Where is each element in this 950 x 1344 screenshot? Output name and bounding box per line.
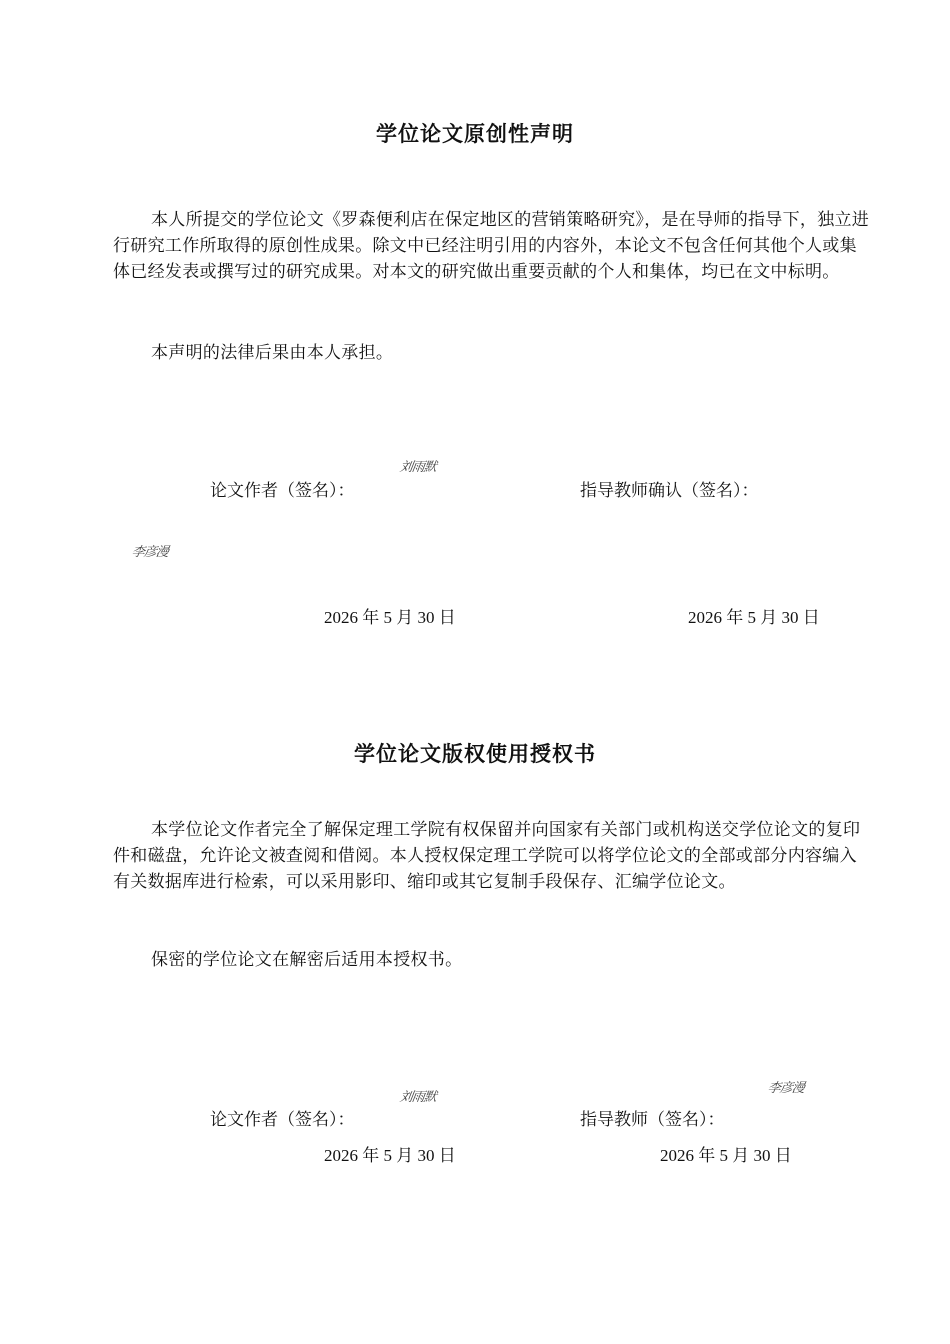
authorization-author-signature: 刘雨默 — [398, 1090, 437, 1105]
declaration-author-signature: 刘雨默 — [398, 460, 437, 475]
authorization-advisor-date: 2026 年 5 月 30 日 — [660, 1146, 792, 1165]
declaration-advisor-label: 指导教师确认（签名）： — [580, 481, 759, 501]
declaration-advisor-date: 2026 年 5 月 30 日 — [688, 608, 820, 627]
authorization-author-label: 论文作者（签名）： — [210, 1110, 355, 1130]
authorization-advisor-signature: 李彦漫 — [766, 1081, 805, 1096]
authorization-paragraph-1: 本学位论文作者完全了解保定理工学院有权保留并向国家有关部门或机构送交学位论文的复印件和磁盘，允许论文被查阅和借阅。本人授权保定理工学院可以将学位论文的全部或部分内容编入有关数据库进行检索，可以采用影印、缩印或其它复制手段保存、汇编学位论文。 — [113, 820, 861, 892]
authorization-title: 学位论文版权使用授权书 — [354, 742, 596, 766]
authorization-advisor-label: 指导教师（签名）： — [580, 1110, 725, 1130]
declaration-paragraph-1: 本人所提交的学位论文《罗森便利店在保定地区的营销策略研究》，是在导师的指导下，独立进行研究工作所取得的原创性成果。除文中已经注明引用的内容外，本论文不包含任何其他个人或集体已经发表或撰写过的研究成果。对本文的研究做出重要贡献的个人和集体，均已在文中标明。 — [113, 210, 870, 282]
declaration-title: 学位论文原创性声明 — [376, 122, 574, 146]
authorization-paragraph-2: 保密的学位论文在解密后适用本授权书。 — [151, 950, 463, 970]
authorization-author-date: 2026 年 5 月 30 日 — [324, 1146, 456, 1165]
declaration-author-label: 论文作者（签名）： — [210, 481, 355, 501]
declaration-advisor-signature: 李彦漫 — [130, 545, 169, 560]
declaration-paragraph-2: 本声明的法律后果由本人承担。 — [151, 343, 394, 363]
declaration-author-date: 2026 年 5 月 30 日 — [324, 608, 456, 627]
